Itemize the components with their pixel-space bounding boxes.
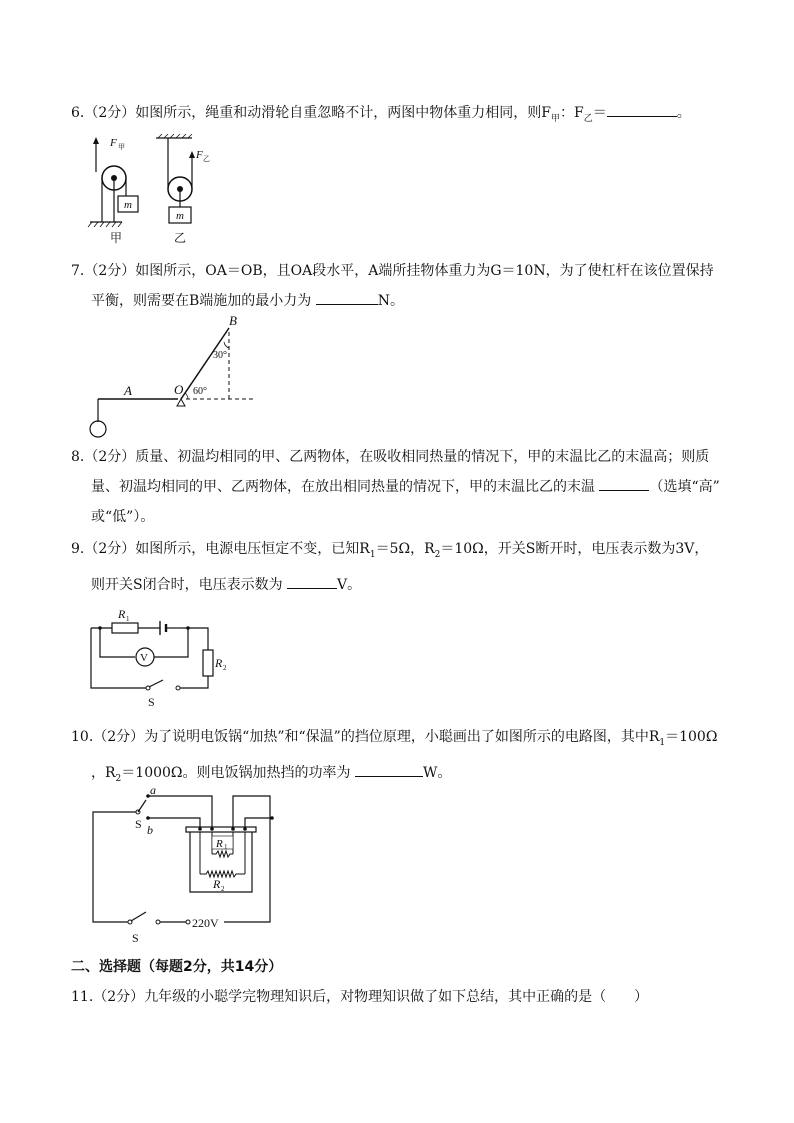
q6-mass-1: m <box>124 199 132 211</box>
q8-text-b: 量、初温均相同的甲、乙两物体，在放出相同热量的情况下，甲的末温比乙的末温 <box>91 479 595 495</box>
q9-label-r2: R <box>215 656 223 670</box>
q8-points: （2分） <box>84 449 136 465</box>
q6-label-f-jia: F <box>110 137 117 149</box>
q10-text-a: 为了说明电饭锅“加热”和“保温”的挡位原理，小聪画出了如图所示的电路图，其中R <box>144 729 660 745</box>
q7-answer-blank[interactable] <box>316 290 378 305</box>
question-6 <box>71 98 731 134</box>
q7-text-end: N。 <box>377 293 404 309</box>
q9-line-1 <box>71 534 731 570</box>
q6-sub-jia: 甲 <box>551 113 561 124</box>
q6-text-eq: ＝ <box>592 105 607 121</box>
q10-line-1 <box>71 722 731 758</box>
q11-number: 11. <box>71 989 94 1005</box>
q6-caption-yi: 乙 <box>174 231 187 245</box>
q9-sub-2: 2 <box>434 549 441 560</box>
q7-label-angle-30: 30° <box>213 350 227 361</box>
q8-answer-blank[interactable] <box>599 476 649 491</box>
q7-lever-figure <box>88 312 268 442</box>
q8-number: 8. <box>71 449 85 465</box>
q9-text-c: ＝10Ω，开关S断开时，电压表示数为3V， <box>440 541 709 557</box>
q9-label-r1-sub: 1 <box>126 615 130 623</box>
question-11 <box>71 982 731 1012</box>
q9-label-s: S <box>148 695 155 709</box>
q6-text: 如图所示，绳重和动滑轮自重忽略不计，两图中物体重力相同，则F <box>135 105 551 121</box>
q9-text-b: ＝5Ω，R <box>375 541 435 557</box>
q10-label-b: b <box>147 823 153 837</box>
q6-sub-yi: 乙 <box>583 113 593 124</box>
q8-text-a: 质量、初温均相同的甲、乙两物体，在吸收相同热量的情况下，甲的末温比乙的末温高；则质 <box>135 449 710 465</box>
q9-points: （2分） <box>84 541 136 557</box>
q9-text-d: 则开关S闭合时，电压表示数为 <box>91 576 283 593</box>
q10-label-r2: R <box>213 877 221 891</box>
q6-label-f-yi-sub: 乙 <box>203 155 210 163</box>
q6-caption-jia: 甲 <box>110 231 123 245</box>
question-8 <box>71 442 731 532</box>
q6-text-end: 。 <box>676 105 691 121</box>
q10-answer-blank[interactable] <box>355 762 423 777</box>
q10-label-a: a <box>150 783 156 797</box>
q6-label-f-jia-sub: 甲 <box>118 143 125 151</box>
q6-line-1 <box>71 98 731 134</box>
q7-label-b: B <box>229 313 237 328</box>
q9-text-a: 如图所示，电源电压恒定不变，已知R <box>135 541 370 557</box>
q7-label-angle-60: 60° <box>193 386 207 397</box>
q9-number: 9. <box>71 541 85 557</box>
q9-label-r1: R <box>118 607 126 621</box>
q10-text-end: W。 <box>422 764 452 781</box>
q7-label-a: A <box>124 383 132 398</box>
q9-sub-1: 1 <box>369 549 376 560</box>
q7-text-b: 平衡，则需要在B端施加的最小力为 <box>91 293 312 309</box>
q10-sub-1: 1 <box>659 737 666 748</box>
q10-text-d: ＝1000Ω。则电饭锅加热挡的功率为 <box>121 764 351 781</box>
q9-circuit-figure <box>88 600 228 710</box>
q9-answer-blank[interactable] <box>287 574 337 589</box>
q6-number: 6. <box>71 105 85 121</box>
q9-label-r2-sub: 2 <box>223 664 227 672</box>
q10-label-r2-sub: 2 <box>221 885 225 893</box>
q6-points: （2分） <box>84 105 136 121</box>
q7-label-o: O <box>174 382 184 397</box>
q11-text-a: 九年级的小聪学完物理知识后，对物理知识做了如下总结，其中正确的是（ ） <box>144 989 649 1005</box>
q7-text-a: 如图所示，OA＝OB，且OA段水平，A端所挂物体重力为G＝10N，为了使杠杆在该位置保持 <box>135 263 714 279</box>
q6-answer-blank[interactable] <box>607 102 677 117</box>
q7-line-1 <box>71 256 731 286</box>
question-9 <box>71 534 731 600</box>
q9-line-2 <box>71 570 731 600</box>
q8-line-3 <box>71 502 731 532</box>
q9-voltmeter-label: V <box>140 652 148 664</box>
q8-text-d: 或“低”）。 <box>91 509 155 525</box>
q7-points: （2分） <box>84 263 136 279</box>
q10-sub-2: 2 <box>115 773 122 784</box>
q6-mass-2: m <box>176 210 184 222</box>
q8-line-2 <box>71 472 731 502</box>
q10-label-s-top: S <box>135 817 142 831</box>
q10-label-r1-sub: 1 <box>224 843 228 851</box>
q8-line-1 <box>71 442 731 472</box>
q9-text-end: V。 <box>337 576 362 593</box>
q7-number: 7. <box>71 263 85 279</box>
q10-label-r1: R <box>216 838 223 850</box>
section-2-heading: 二、选择题（每题2分，共14分） <box>71 959 283 975</box>
q10-text-b: ＝100Ω <box>665 729 718 745</box>
q11-line-1 <box>71 982 731 1012</box>
q10-points: （2分） <box>93 729 145 745</box>
q6-pulley-figure <box>88 134 208 249</box>
q11-points: （2分） <box>93 989 145 1005</box>
q6-text-colon: ：F <box>560 105 584 121</box>
q10-text-c: ，R <box>91 764 116 781</box>
question-7 <box>71 256 731 316</box>
q6-label-f-yi: F <box>196 149 203 161</box>
q8-text-c: （选填“高” <box>649 479 720 495</box>
q10-cooker-circuit-figure <box>88 782 288 952</box>
q10-number: 10. <box>71 729 94 745</box>
q10-label-s-bottom: S <box>132 931 139 945</box>
q10-label-voltage: 220V <box>192 916 219 930</box>
